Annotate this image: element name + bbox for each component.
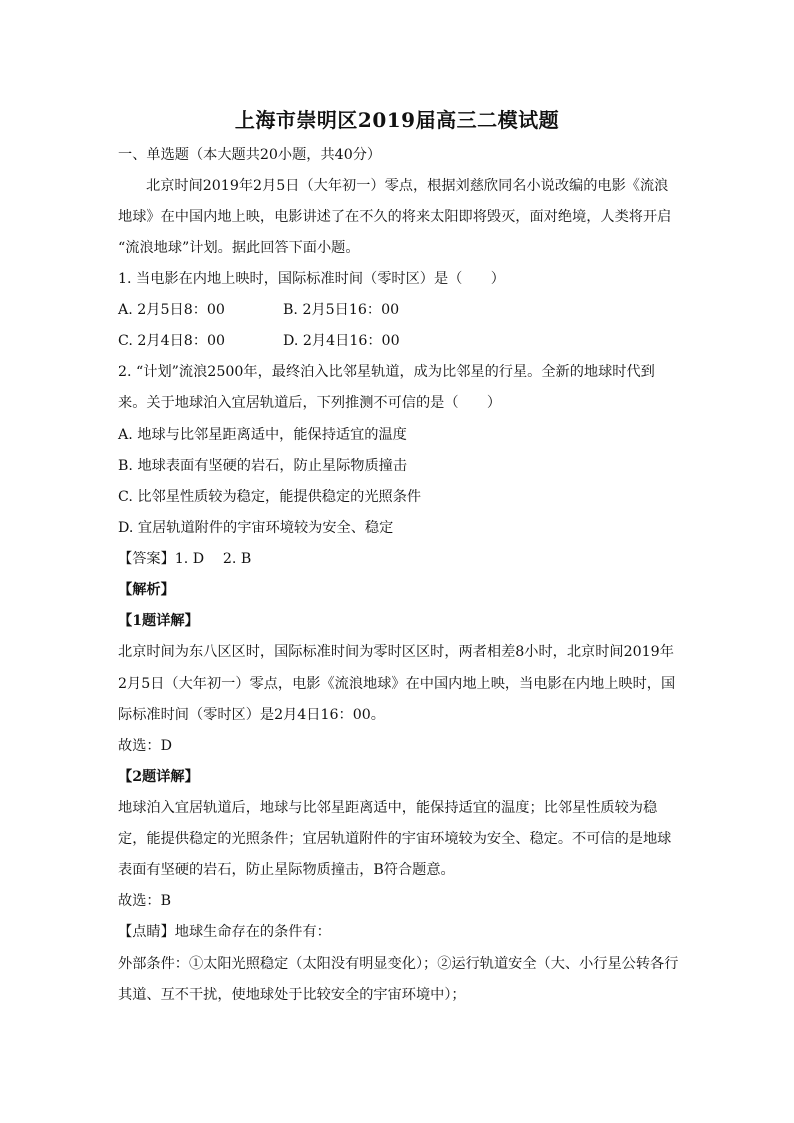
question-1-option-b: B. 2月5日16：00 [283,302,400,318]
detail-1-choice: 故选：D [118,738,172,754]
detail-2-line-1: 地球泊入宜居轨道后，地球与比邻星距离适中，能保持适宜的温度；比邻星性质较为稳 [118,800,658,816]
detail-1-line-2: 2月5日（大年初一）零点，电影《流浪地球》在中国内地上映，当电影在内地上映时，国 [118,676,676,692]
detail-2-line-3: 表面有坚硬的岩石，防止星际物质撞击，B符合题意。 [118,862,455,878]
tip-line-1: 外部条件：①太阳光照稳定（太阳没有明显变化）；②运行轨道安全（大、小行星公转各行 [118,956,679,972]
question-1-option-c: C. 2月4日8：00 [118,333,226,349]
intro-line-1: 北京时间2019年2月5日（大年初一）零点，根据刘慈欣同名小说改编的电影《流浪 [146,178,669,194]
question-2-option-a: A. 地球与比邻星距离适中，能保持适宜的温度 [118,427,407,443]
question-2-option-c: C. 比邻星性质较为稳定，能提供稳定的光照条件 [118,489,422,505]
section-heading: 一、单选题（本大题共20小题，共40分） [118,147,382,163]
question-2-stem-line-2: 来。关于地球泊入宜居轨道后，下列推测不可信的是（ ） [118,395,502,411]
question-2-option-d: D. 宜居轨道附件的宇宙环境较为安全、稳定 [118,520,394,536]
analysis-heading: 【解析】 [118,582,175,598]
question-1-stem: 1. 当电影在内地上映时，国际标准时间（零时区）是（ ） [118,271,505,287]
tip-line-2: 其道、互不干扰，使地球处于比较安全的宇宙环境中）； [118,987,466,1003]
tip-heading: 【点睛】地球生命存在的条件有： [118,924,331,940]
answer-line: 【答案】1. D 2. B [118,551,252,567]
question-2-option-b: B. 地球表面有坚硬的岩石，防止星际物质撞击 [118,458,408,474]
intro-line-3: “流浪地球”计划。据此回答下面小题。 [118,240,360,256]
detail-1-line-3: 际标准时间（零时区）是2月4日16：00。 [118,707,385,723]
question-2-stem-line-1: 2. “计划”流浪2500年，最终泊入比邻星轨道，成为比邻星的行星。全新的地球时代到 [118,364,655,380]
detail-2-choice: 故选：B [118,893,171,909]
detail-2-line-2: 定，能提供稳定的光照条件；宜居轨道附件的宇宙环境较为安全、稳定。不可信的是地球 [118,831,672,847]
question-1-option-a: A. 2月5日8：00 [118,302,225,318]
detail-2-heading: 【2题详解】 [118,769,199,785]
intro-line-2: 地球》在中国内地上映，电影讲述了在不久的将来太阳即将毁灭，面对绝境，人类将开启 [118,209,672,225]
detail-1-heading: 【1题详解】 [118,613,199,629]
detail-1-line-1: 北京时间为东八区区时，国际标准时间为零时区区时，两者相差8小时，北京时间2019年 [118,644,674,660]
question-1-option-d: D. 2月4日16：00 [283,333,400,349]
page-title: 上海市崇明区2019届高三二模试题 [234,108,560,132]
